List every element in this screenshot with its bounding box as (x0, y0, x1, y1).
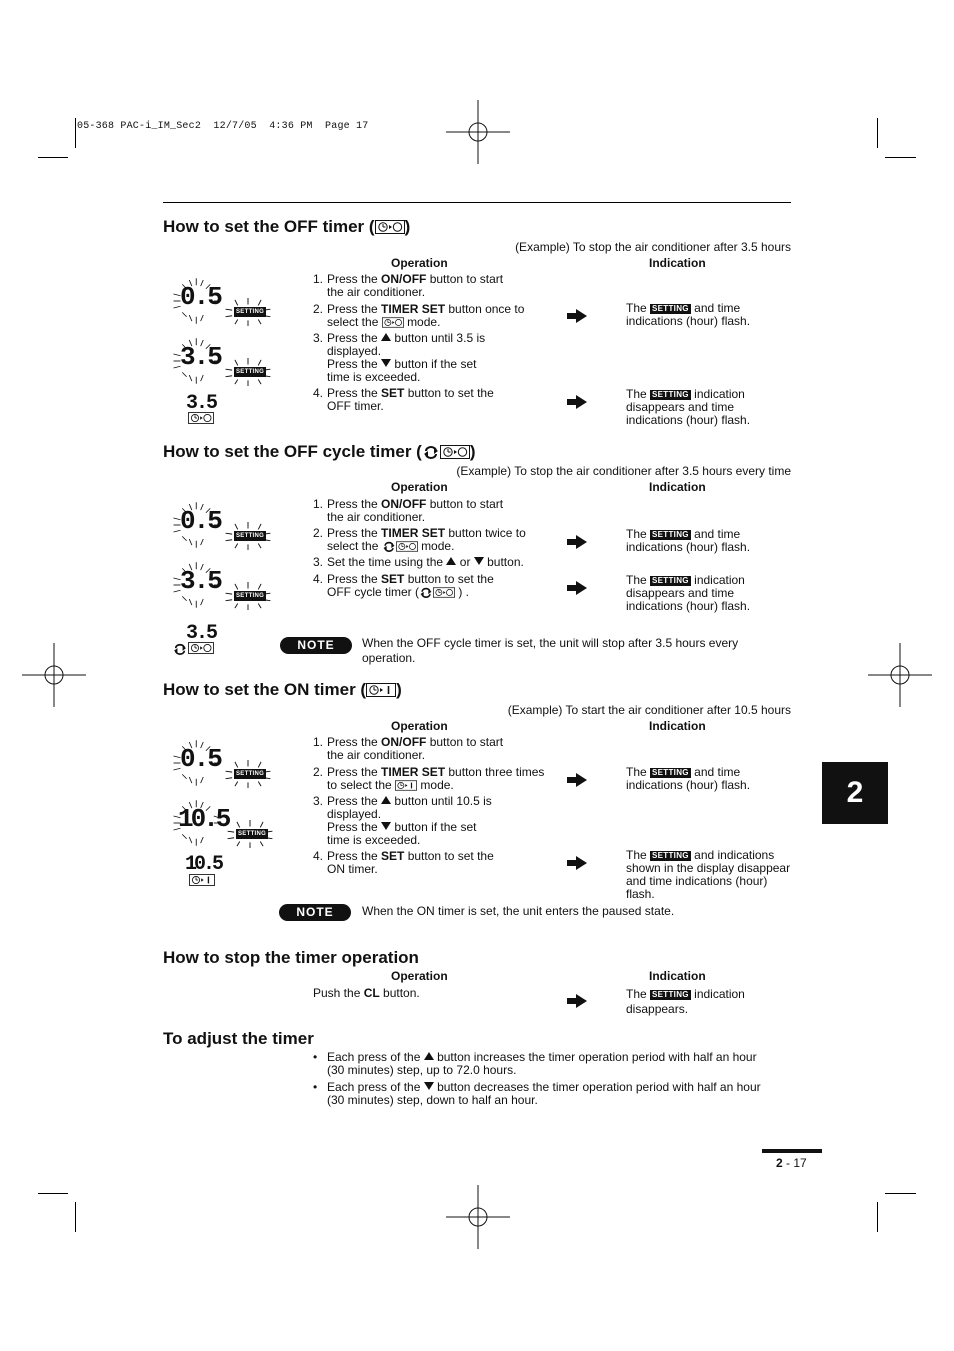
down-triangle-icon (381, 822, 391, 830)
on-timer-icon (395, 780, 417, 791)
off-cycle-icon (382, 541, 396, 552)
page-number: 2 - 17 (776, 1156, 807, 1170)
setting-tag-icon: SETTING (652, 390, 689, 399)
lcd-display-3-5-set: 3.5 (186, 392, 226, 428)
setting-tag-icon: SETTING (236, 369, 265, 375)
down-triangle-icon (474, 557, 484, 565)
off-timer-heading: How to set the OFF timer ( ) (163, 217, 411, 236)
right-arrow-icon (567, 856, 587, 870)
right-arrow-icon (567, 395, 587, 409)
setting-tag-icon: SETTING (652, 851, 689, 860)
step-1: 1. Press the ON/OFF button to start the air conditioner. (313, 735, 504, 762)
step-4: 4. Press the SET button to set the ON timer. (313, 849, 494, 876)
print-header: 05-368 PAC-i_IM_Sec2 12/7/05 4:36 PM Page 17 (77, 121, 369, 132)
up-triangle-icon (424, 1052, 434, 1060)
off-cycle-icon (419, 587, 433, 598)
off-cycle-example: (Example) To stop the air conditioner after 3.5 hours every time (456, 464, 791, 478)
setting-tag-icon: SETTING (652, 530, 689, 539)
lcd-display-0-5-flashing: 0.5 SETTING (166, 276, 276, 326)
crop-mark (885, 157, 916, 158)
right-arrow-icon (567, 994, 587, 1008)
lcd-display-3-5-flashing: 3.5 SETTING (166, 336, 276, 386)
setting-tag-icon: SETTING (236, 533, 265, 539)
stop-timer-heading: How to stop the timer operation (163, 948, 419, 967)
lcd-display-0-5-flashing: 0.5 SETTING (166, 500, 276, 550)
crosshair-registration-icon (446, 1185, 510, 1249)
lcd-display-3-5-cycle-set: 3.5 (170, 622, 220, 658)
lcd-display-3-5-flashing: 3.5 SETTING (166, 560, 276, 610)
step-2: 2. Press the TIMER SET button three times to select the mode. (313, 765, 545, 792)
on-timer-icon (366, 683, 396, 697)
off-cycle-icon (422, 445, 440, 459)
section-tab: 2 (822, 762, 888, 824)
setting-tag-icon: SETTING (652, 576, 689, 585)
indication-column-header: Indication (649, 719, 706, 733)
step-3: 3. Set the time using the or button. (313, 555, 524, 569)
off-timer-example: (Example) To stop the air conditioner after 3.5 hours (515, 240, 791, 254)
step-2: 2. Press the TIMER SET button once to select the mode. (313, 302, 525, 329)
off-cycle-timer-heading: How to set the OFF cycle timer ( ) (163, 442, 476, 461)
crosshair-registration-icon (446, 100, 510, 164)
adjust-timer-heading: To adjust the timer (163, 1029, 314, 1048)
lcd-display-10-5-flashing: 10.5 SETTING (166, 798, 278, 848)
note-text: When the ON timer is set, the unit enters the paused state. (362, 904, 675, 918)
indication-2: The SETTING and indications shown in the display disappear and time indications (hour) flash. (626, 848, 791, 901)
crop-mark (877, 118, 878, 148)
right-arrow-icon (567, 581, 587, 595)
top-rule (163, 202, 791, 203)
on-timer-heading: How to set the ON timer ( ) (163, 680, 402, 699)
step-4: 4. Press the SET button to set the OFF cycle timer ( ) . (313, 572, 494, 599)
crop-mark (75, 118, 76, 148)
adjust-bullet-2: • Each press of the button decreases the timer operation period with half an hour (30 minutes) step, down to half an hour. (313, 1080, 761, 1107)
up-triangle-icon (446, 557, 456, 565)
page-number-bar (762, 1149, 822, 1153)
crop-mark (877, 1202, 878, 1232)
step-4: 4. Press the SET button to set the OFF timer. (313, 386, 494, 413)
crop-mark (75, 1202, 76, 1232)
off-timer-icon (396, 541, 418, 552)
right-arrow-icon (567, 309, 587, 323)
step-1: 1. Press the ON/OFF button to start the air conditioner. (313, 272, 504, 299)
setting-tag-icon: SETTING (652, 768, 689, 777)
stop-timer-operation: Push the CL button. (313, 986, 420, 1000)
step-2: 2. Press the TIMER SET button twice to select the mode. (313, 526, 526, 553)
down-triangle-icon (424, 1082, 434, 1090)
off-timer-icon (433, 587, 455, 598)
setting-tag-icon: SETTING (652, 304, 689, 313)
crop-mark (38, 157, 68, 158)
on-timer-example: (Example) To start the air conditioner after 10.5 hours (507, 703, 791, 717)
indication-2: The SETTING indication disappears and time indications (hour) flash. (626, 387, 751, 427)
stop-timer-indication: The SETTING indication disappears. (626, 987, 745, 1016)
indication-column-header: Indication (649, 969, 706, 983)
note-badge: NOTE (279, 904, 351, 921)
down-triangle-icon (381, 359, 391, 367)
step-3: 3. Press the button until 10.5 is displayed. Press the button if the set time is exceeded. (313, 794, 492, 847)
indication-1: The SETTING and time indications (hour) flash. (626, 765, 751, 792)
lcd-display-10-5-set: 10.5 (185, 853, 225, 889)
indication-column-header: Indication (649, 256, 706, 270)
setting-tag-icon: SETTING (238, 831, 267, 837)
lcd-display-0-5-flashing: 0.5 SETTING (166, 738, 276, 788)
operation-column-header: Operation (391, 256, 448, 270)
setting-tag-icon: SETTING (236, 309, 265, 315)
right-arrow-icon (567, 535, 587, 549)
up-triangle-icon (381, 796, 391, 804)
indication-2: The SETTING indication disappears and time indications (hour) flash. (626, 573, 751, 613)
crop-mark (38, 1193, 68, 1194)
operation-column-header: Operation (391, 719, 448, 733)
note-badge: NOTE (280, 637, 352, 654)
note-text: When the OFF cycle timer is set, the unit will stop after 3.5 hours every operation. (362, 636, 739, 665)
crosshair-registration-icon (22, 643, 86, 707)
setting-tag-icon: SETTING (236, 771, 265, 777)
step-1: 1. Press the ON/OFF button to start the air conditioner. (313, 497, 504, 524)
operation-column-header: Operation (391, 969, 448, 983)
setting-tag-icon: SETTING (236, 593, 265, 599)
up-triangle-icon (381, 333, 391, 341)
off-timer-icon (440, 445, 470, 459)
off-timer-icon (375, 220, 405, 234)
operation-column-header: Operation (391, 480, 448, 494)
indication-column-header: Indication (649, 480, 706, 494)
indication-1: The SETTING and time indications (hour) flash. (626, 527, 751, 554)
adjust-bullet-1: • Each press of the button increases the timer operation period with half an hour (30 minutes) step, up to 72.0 hours. (313, 1050, 757, 1077)
crosshair-registration-icon (868, 643, 932, 707)
right-arrow-icon (567, 773, 587, 787)
crop-mark (885, 1193, 916, 1194)
indication-1: The SETTING and time indications (hour) flash. (626, 301, 751, 328)
setting-tag-icon: SETTING (652, 990, 689, 999)
step-3: 3. Press the button until 3.5 is displayed. Press the button if the set time is exceeded. (313, 331, 486, 384)
off-timer-icon (382, 317, 404, 328)
